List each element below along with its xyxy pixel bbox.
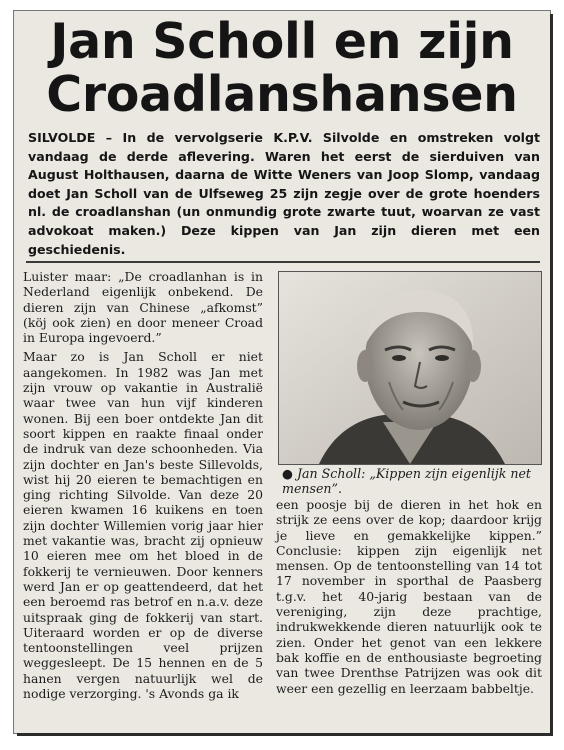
lead-paragraph: SILVOLDE – In de vervolgserie K.P.V. Silvolde en omstreken volgt vandaag de derde aflevering. Waren het eerst de sierduiven van August Holthausen, daarna de Witte Weners van Joop Slomp, vandaag doet Jan Scholl van de Ulfseweg 25 zijn zegje over de grote hoenders nl. de croadlanshan (un onmundig grote zwarte tuut, woarvan ze vast advokoat maken.) Deze kippen van Jan zijn dieren met een geschiedenis. <box>28 130 540 257</box>
paragraph-3: een poosje bij de dieren in het hok en strijk ze eens over de kop; daardoor krijg je lieve en gemakkelijke kippen.” Conclusie: kippen zijn eigenlijk net mensen. Op de tentoonstelling van 14 tot 17 november in sporthal de Paasberg t.g.v. het 40-jarig bestaan van de vereniging, zijn deze prachtige, indrukwekkende dieren natuurlijk ook te zien. Onder het genot van een lekkere bak koffie en de enthousiaste begroeting van twee Drenthse Patrijzen was ook dit weer een gezellig en leerzaam babbeltje. <box>276 497 542 696</box>
section-divider <box>26 261 540 263</box>
headline-line-1: Jan Scholl en zijn <box>50 13 514 70</box>
headline-line-2: Croadlanshansen <box>46 66 518 123</box>
newspaper-clipping <box>14 11 550 733</box>
portrait-photo <box>278 271 542 465</box>
right-column <box>276 497 542 700</box>
paragraph-2: Maar zo is Jan Scholl er niet aangekomen. In 1982 was Jan met zijn vrouw op vakantie in Australië waar twee van hun vijf kinderen wonen. Bij een boer ontdekte Jan dit soort kippen en raakte finaal onder de indruk van deze schoonheden. Via zijn dochter en Jan's beste Sillevolds, wist hij 20 eieren te bemachtigen en ging richting Silvolde. Van deze 20 eieren kwamen 16 kuikens en toen zijn dochter Willemien vorig jaar hier met vakantie was, bracht zij opnieuw 10 eieren mee om het bloed in de fokkerij te vernieuwen. Door kenners werd Jan er op geattendeerd, dat het een beroemd ras betrof en n.a.v. deze uitspraak ging de fokkerij van start. Uiteraard worden er op de diverse tentoonstellingen veel prijzen weggesleept. De 15 hennen en de 5 hanen vergen natuurlijk wel de nodige verzorging. 's Avonds ga ik <box>23 349 263 702</box>
headline <box>14 15 550 121</box>
portrait-image <box>279 272 541 464</box>
left-column <box>23 269 263 733</box>
paragraph-1: Luister maar: „De croadlanhan is in Nederland eigenlijk onbekend. De dieren zijn van Chinese „afkomst” (köj ook zien) en door meneer Croad in Europa ingevoerd.” <box>23 269 263 346</box>
photo-caption: ● Jan Scholl: „Kippen zijn eigenlijk net mensen”. <box>282 466 531 496</box>
